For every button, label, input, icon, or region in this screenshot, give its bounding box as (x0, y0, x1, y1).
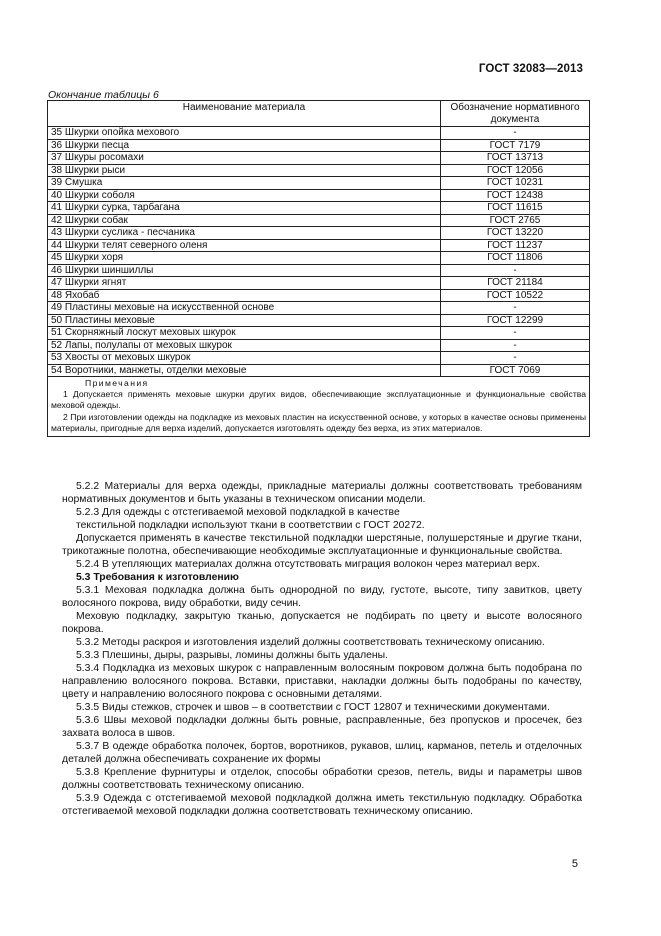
document-cell: ГОСТ 11615 (441, 202, 590, 215)
table-row (48, 364, 590, 377)
paragraph: текстильной подкладки используют ткани в соответствии с ГОСТ 20272. (76, 520, 425, 531)
material-name-cell: 40 Шкурки соболя (48, 189, 441, 202)
document-cell: ГОСТ 13220 (441, 227, 590, 240)
document-cell: ГОСТ 10522 (441, 289, 590, 302)
note-item: 2 При изготовлении одежды на подкладке из меховых пластин на искусственной основе, у которых в качестве основы применены материалы, пригодные для верха изделий, допускается изготовлять одежду без верха, из этих материалов. (51, 411, 586, 433)
material-name-cell: 43 Шкурки суслика - песчаника (48, 227, 441, 240)
paragraph: 5.3.3 Плешины, дыры, разрывы, ломины должны быть удалены. (76, 650, 389, 661)
material-name-cell: 38 Шкурки рыси (48, 164, 441, 177)
table-row (48, 239, 590, 252)
page-number: 5 (571, 858, 578, 870)
material-name-cell: 42 Шкурки собак (48, 214, 441, 227)
table-notes-row (48, 377, 590, 437)
column-header-document (441, 101, 590, 127)
table-notes (48, 377, 590, 437)
column-header-material: Наименование материала (48, 101, 441, 127)
table-row (48, 289, 590, 302)
material-name-cell: 45 Шкурки хоря (48, 252, 441, 265)
table-row (48, 302, 590, 315)
document-cell: ГОСТ 2765 (441, 214, 590, 227)
material-name-cell: 39 Смушка (48, 177, 441, 190)
table-row (48, 202, 590, 215)
column-header-document-text: Обозначение нормативного документа (450, 102, 580, 125)
paragraph: 5.3.2 Методы раскроя и изготовления изделий должны соответствовать техническому описанию. (76, 637, 545, 648)
paragraph: 5.2.3 Для одежды с отстегиваемой меховой подкладкой в качестве (76, 507, 400, 518)
table-row (48, 339, 590, 352)
document-cell: - (441, 127, 590, 140)
table-row (48, 139, 590, 152)
document-cell: - (441, 264, 590, 277)
paragraph: Допускается применять в качестве текстильной подкладки шерстяные, полушерстяные и другие ткани, трикотажные полотна, обеспечивающие необходимые эксплуатационные и функциональные свойства. (62, 533, 582, 557)
material-name-cell: 50 Пластины меховые (48, 314, 441, 327)
document-cell: - (441, 352, 590, 365)
table-row (48, 277, 590, 290)
document-cell: ГОСТ 7069 (441, 364, 590, 377)
table-row (48, 327, 590, 340)
notes-title: Примечания (85, 378, 149, 388)
document-cell: - (441, 339, 590, 352)
paragraph: 5.3.9 Одежда с отстегиваемой меховой подкладкой должна иметь текстильную подкладку. Обработка отстегиваемой меховой подкладки должна соответствовать техническому описанию. (62, 793, 582, 817)
table-row (48, 164, 590, 177)
table-row (48, 264, 590, 277)
table-row (48, 314, 590, 327)
paragraph: 5.3.4 Подкладка из меховых шкурок с направленным волосяным покровом должна быть подобрана по направлению волосяного покрова. Вставки, приставки, накладки должны быть подобраны по качеству, цвету и направлению волосяного покрова с основными деталями. (62, 663, 582, 700)
material-name-cell: 54 Воротники, манжеты, отделки меховые (48, 364, 441, 377)
material-name-cell: 53 Хвосты от меховых шкурок (48, 352, 441, 365)
paragraph: 5.3.5 Виды стежков, строчек и швов – в соответствии с ГОСТ 12807 и техническими документами. (76, 702, 550, 713)
paragraph: 5.3.8 Крепление фурнитуры и отделок, способы обработки срезов, петель, виды и параметры швов должны соответствовать техническому описанию. (62, 767, 582, 791)
material-name-cell: 37 Шкуры росомахи (48, 152, 441, 165)
paragraph: 5.3.6 Швы меховой подкладки должны быть ровные, расправленные, без пропусков и просечек, без захвата волоса в швов. (62, 715, 582, 739)
table-row (48, 227, 590, 240)
table-row (48, 252, 590, 265)
material-name-cell: 36 Шкурки песца (48, 139, 441, 152)
table-header-row (48, 101, 590, 127)
table-row (48, 177, 590, 190)
table-row (48, 352, 590, 365)
document-cell: ГОСТ 11806 (441, 252, 590, 265)
paragraph: Меховую подкладку, закрытую тканью, допускается не подбирать по цвету и высоте волосяного покрова. (62, 611, 582, 635)
standard-designation: ГОСТ 32083—2013 (478, 63, 583, 75)
document-cell: ГОСТ 12438 (441, 189, 590, 202)
document-cell: ГОСТ 7179 (441, 139, 590, 152)
material-name-cell: 51 Скорняжный лоскут меховых шкурок (48, 327, 441, 340)
document-cell: - (441, 302, 590, 315)
table-row (48, 152, 590, 165)
paragraph: 5.2.2 Материалы для верха одежды, прикладные материалы должны соответствовать требованиям нормативных документов и быть указаны в техническом описании модели. (62, 481, 582, 505)
section-heading: 5.3 Требования к изготовлению (76, 572, 239, 583)
table-row (48, 214, 590, 227)
body-text (62, 480, 582, 818)
document-cell: ГОСТ 10231 (441, 177, 590, 190)
material-name-cell: 46 Шкурки шиншиллы (48, 264, 441, 277)
document-cell: ГОСТ 21184 (441, 277, 590, 290)
document-cell: ГОСТ 11237 (441, 239, 590, 252)
material-name-cell: 48 Яхобаб (48, 289, 441, 302)
material-name-cell: 47 Шкурки ягнят (48, 277, 441, 290)
note-item: 1 Допускается применять меховые шкурки других видов, обеспечивающие эксплуатационные и функциональные свойства меховой одежды. (51, 389, 586, 411)
paragraph: 5.2.4 В утепляющих материалах должна отсутствовать миграция волокон через материал верх. (76, 559, 540, 570)
table-row (48, 127, 590, 140)
material-name-cell: 44 Шкурки телят северного оленя (48, 239, 441, 252)
paragraph: 5.3.1 Меховая подкладка должна быть однородной по виду, густоте, высоте, типу завитков, цвету волосяного покрова, виду обработки, виду сечин. (62, 585, 582, 609)
material-name-cell: 52 Лапы, полулапы от меховых шкурок (48, 339, 441, 352)
material-name-cell: 35 Шкурки опойка мехового (48, 127, 441, 140)
material-name-cell: 49 Пластины меховые на искусственной основе (48, 302, 441, 315)
material-name-cell: 41 Шкурки сурка, тарбагана (48, 202, 441, 215)
document-cell: ГОСТ 12056 (441, 164, 590, 177)
table-body (48, 127, 590, 377)
table-row (48, 189, 590, 202)
table-caption: Окончание таблицы 6 (48, 89, 159, 101)
document-cell: - (441, 327, 590, 340)
document-cell: ГОСТ 13713 (441, 152, 590, 165)
materials-table (47, 100, 590, 437)
document-cell: ГОСТ 12299 (441, 314, 590, 327)
paragraph: 5.3.7 В одежде обработка полочек, бортов, воротников, рукавов, шлиц, карманов, петель и отделочных деталей должна обеспечивать сохранение их формы (62, 741, 582, 765)
